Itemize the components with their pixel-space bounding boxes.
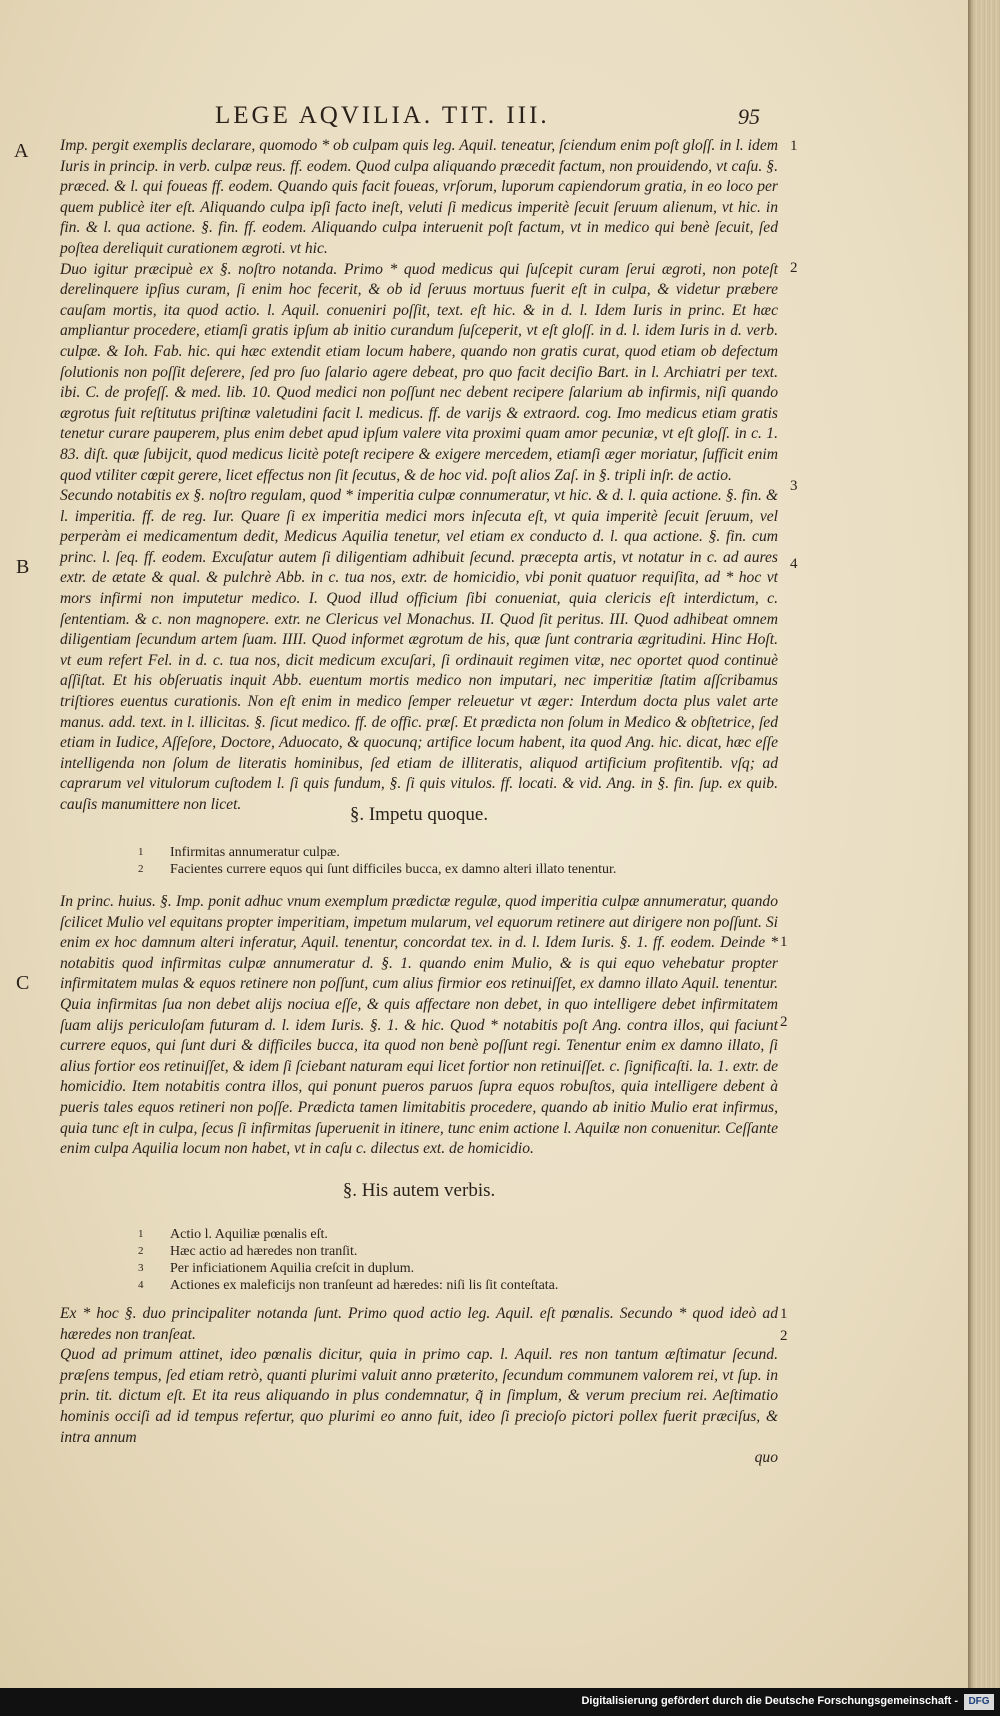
summary-text: Facientes currere equos qui ſunt difficiles bucca, ex damno alteri illato tenentur.: [170, 862, 617, 877]
summary-text: Hæc actio ad hæredes non tranſit.: [170, 1244, 358, 1259]
margin-letter-a: A: [14, 140, 29, 162]
commentary-block-3: [60, 1304, 778, 1469]
commentary-block-1: [60, 136, 778, 816]
margin-letter-c: C: [16, 972, 30, 994]
summary-item: [120, 1226, 770, 1243]
running-head: LEGE AQVILIA. TIT. III.: [215, 102, 550, 129]
margin-number: 1: [780, 1306, 788, 1322]
margin-number: 1: [780, 934, 788, 950]
summary-number: 1: [138, 846, 144, 858]
summary-text: Per inficiationem Aquilia creſcit in duplum.: [170, 1261, 415, 1276]
summary-item: [120, 844, 770, 861]
summary-item: [120, 1277, 770, 1294]
paragraph: In princ. huius. §. Imp. ponit adhuc vnum exemplum prædictæ regulæ, quod imperitia culpæ annumeratur, quando ſcilicet Mulio vel equitans propter imperitiam, impetum mularum, vel equorum retinere aut dirigere non poſſunt. Si enim ex hoc damnum alteri inferatur, Aquil. tenentur, concordat tex. in d. l. Idem Iuris. §. 1. ff. eodem. Deinde * notabitis quod infirmitas culpæ annumeratur d. §. 1. quando enim Mulio, & is qui equo vehebatur propter infirmitatem mulas & equos retinere non poſſunt, cum alius firmior eos retinuiſſet, ex damno illato Aquil. tenentur. Quia infirmitas ſua non debet alijs nociua eſſe, & quis affectare non debet, in quo intelligere debet infirmitatem ſuam alijs periculoſam futuram d. l. idem Iuris. §. 1. & hic. Quod * notabitis poſt Ang. contra illos, qui faciunt currere equos, qui ſunt duri & difficiles bucca, ita quod non benè poſſunt regi. Tenentur enim ex damno illato, ſi alius fortior eos retinuiſſet, & idem ſi ſciebant naturam equi licet fortior non retinuiſſet. c. ſignificaſti. la. 1. extr. de homicidio. Item notabitis contra illos, qui ponunt pueros paruos ſupra equos robuſtos, quia intelligere debent à pueris tales equos retineri non poſſe. Prædicta tamen limitabitis procedere, quando ab initio Mulio erat infirmus, quia tunc eſt in culpa, ſecus ſi infirmitas ſuperuenit in itinere, tunc enim actione l. Aquilæ non conuenitur. Ceſſante enim culpa Aquilia locum non habet, vt in caſu c. dilectus ext. de homicidio.: [60, 893, 778, 1158]
paragraph: Quod ad primum attinet, ideo pœnalis dicitur, quia in primo cap. l. Aquil. res non tantum æſtimatur ſecund. præſens tempus, ſed etiam retrò, quanti plurimi valuit anno præterito, ſecundum communem valorem rei, vt ſup. in prin. tit. dictum eſt. Et ita reus aliquando in plus condemnatur, q̃ in ſimplum, & verum precium rei. Aeſtimatio hominis occiſi ad id tempus refertur, quo plurimi eo anno fuit, ideo ſi precioſo pictori pollex fuerit præciſus, & intra annum: [60, 1346, 778, 1446]
summary-text: Actio l. Aquiliæ pœnalis eſt.: [170, 1227, 328, 1242]
folio-number: 95: [738, 104, 760, 129]
section-heading-impetu: §. Impetu quoque.: [349, 804, 489, 825]
summary-number: 1: [138, 1228, 144, 1240]
dfg-logo: DFG: [964, 1694, 994, 1710]
summary-text: Actiones ex maleficijs non tranſeunt ad hæredes: niſi lis ſit conteſtata.: [170, 1278, 559, 1293]
margin-number: 2: [780, 1328, 788, 1344]
margin-number: 1: [790, 138, 798, 154]
catchword: quo: [754, 1449, 778, 1467]
summary-number: 2: [138, 863, 144, 875]
footer-bar: [0, 1688, 1000, 1716]
summary-text: Infirmitas annumeratur culpæ.: [170, 845, 340, 860]
page-edge: [968, 0, 1000, 1688]
summary-number: 3: [138, 1262, 144, 1274]
paragraph: Ex * hoc §. duo principaliter notanda ſunt. Primo quod actio leg. Aquil. eſt pœnalis. Secundo * quod ideò ad hæredes non tranſeat.: [60, 1305, 778, 1343]
summary-list-2: [120, 1226, 770, 1294]
summary-item: [120, 861, 770, 878]
margin-number: 3: [790, 478, 798, 494]
summary-list-1: [120, 844, 770, 878]
footer-credit: Digitalisierung gefördert durch die Deutsche Forschungsgemeinschaft -: [581, 1695, 958, 1707]
summary-number: 2: [138, 1245, 144, 1257]
paragraph: Secundo notabitis ex §. noſtro regulam, quod * imperitia culpæ connumeratur, vt hic. & d. l. quia actione. §. fin. & l. imperitia. ff. de reg. Iur. Quare ſi ex imperitia medici mors inſecuta eſt, vt quia imperitè ſecuit ſeruum, vel perperàm ei medicamentum dedit, Medicus Aquilia tenetur, vel etiam ex conducto d. l. qua actione. §. fin. cum princ. l. ſeq. ff. eodem. Excuſatur autem ſi diligentiam adhibuit ſecund. præcepta artis, vt notatur in c. ad aures extr. de ætate & qual. & pulchrè Abb. in c. tua nos, extr. de homicidio, vbi ponit quatuor requiſita, ad * hoc vt mors infirmi non imputetur medico. I. Quod illud officium ſibi conueniat, quia clericis eſt interdictum, c. ſententiam. & c. non magnopere. extr. ne Clericus vel Monachus. II. Quod ſit peritus. III. Quod adhibeat omnem diligentiam ſecundum artem ſuam. IIII. Quod informet ægrotum de his, quæ ſunt contraria ægritudini. Hinc Hoſt. vt eum refert Fel. in d. c. tua nos, dicit medicum excuſari, ſi ordinauit regimen vitæ, nec oportet quod continuè aſſiſtat. Et his obſeruatis inquit Abb. euentum mortis medico non imputari, nec imperitiæ ſtatim aſſcribamus triſtiores euentus curationis. Non eſt enim in medico ſemper releuetur vt æger: Interdum docta plus valet arte manus. add. text. in l. illicitas. §. ſicut medico. ff. de offic. præſ. Et prædicta non ſolum in Medico & obſtetrice, ſed etiam in Iudice, Aſſeſore, Doctore, Aduocato, & quocunq; artifice locum habent, ita quod Ang. hic. dicat, hæc eſſe intelligenda non ſolum de literatis hominibus, ſed etiam de illiteratis, aliquod artificium profitentib. vſq; ad caprarum vel vitulorum cuſtodem l. ſi quis fundum, §. ſi quis vitulos. ff. locati. & vid. Ang. in §. fin. ſup. ex quib. cauſis manumittere non licet.: [60, 487, 778, 813]
paragraph: Imp. pergit exemplis declarare, quomodo * ob culpam quis leg. Aquil. teneatur, ſciendum enim poſt gloſſ. in l. idem Iuris in princip. in verb. culpæ reus. ff. eodem. Quod culpa aliquando præcedit factum, non prouidendo, vt caſu. §. præced. & l. qui foueas ff. eodem. Quando quis facit foueas, vrſorum, luporum capiendorum gratia, in eo loco per quem publicè iter eſt. Aliquando culpa ipſi facto ineſt, veluti ſi medicus imperitè ſecuit ſeruum alienum, vt hic. in fin. & l. qua actione. §. fin. ff. eodem. Aliquando culpa interuenit poſt factum, vt in medico qui benè ſecuit, ſed poſtea dereliquit curationem ægroti. vt hic.: [60, 137, 778, 257]
summary-item: [120, 1243, 770, 1260]
summary-number: 4: [138, 1279, 144, 1291]
margin-number: 2: [790, 260, 798, 276]
margin-number: 2: [780, 1014, 788, 1030]
margin-number: 4: [790, 556, 798, 572]
paragraph: Duo igitur præcipuè ex §. noſtro notanda. Primo * quod medicus qui ſuſcepit curam ſerui ægroti, non poteſt derelinquere ipſius curam, ſi enim hoc fecerit, & ob id ſeruus mortuus fuerit eſt in culpa, & videtur præbere cauſam mortis, ita quod actio. l. Aquil. conueniri poſſit, text. eſt hic. & in d. l. Idem Iuris in princ. Et hæc ampliantur procedere, etiamſi gratis ipſum ab initio curandum ſuſceperit, vt eſt gloſſ. in d. l. idem Iuris in d. verb. culpæ. & Ioh. Fab. hic. qui hæc extendit etiam locum habere, quando non gratis curat, quod etiam ob defectum ſolutionis non poſſit deſerere, ſed pro ſuo ſalario agere debeat, pro quo facit deciſio Bart. in l. Archiatri per text. ibi. C. de profeſſ. & med. lib. 10. Quod medici non poſſunt nec debent recipere ſalarium ab infirmis, niſi quando ægrotus fuit reſtitutus priſtinæ valetudini facit l. medicus. ff. de varijs & extraord. cog. Imo medicus etiam gratis tenetur curare pauperem, plus enim debet apud ipſum valere vita proximi quam amor pecuniæ, vt eſt gloſſ. in c. 1. 83. diſt. quæ ſubijcit, quod medicus licitè poteſt recipere & exigere mercedem, etiamſi æger moriatur, ſufficit enim quod vtiliter cœpit gerere, licet effectus non ſit ſecutus, & de hoc vid. poſt alios Zaſ. in §. tripli inſr. de actio.: [60, 260, 778, 484]
margin-letter-b: B: [16, 556, 30, 578]
summary-item: [120, 1260, 770, 1277]
commentary-block-2: [60, 892, 778, 1160]
section-heading-his-autem: §. His autem verbis.: [342, 1180, 496, 1201]
